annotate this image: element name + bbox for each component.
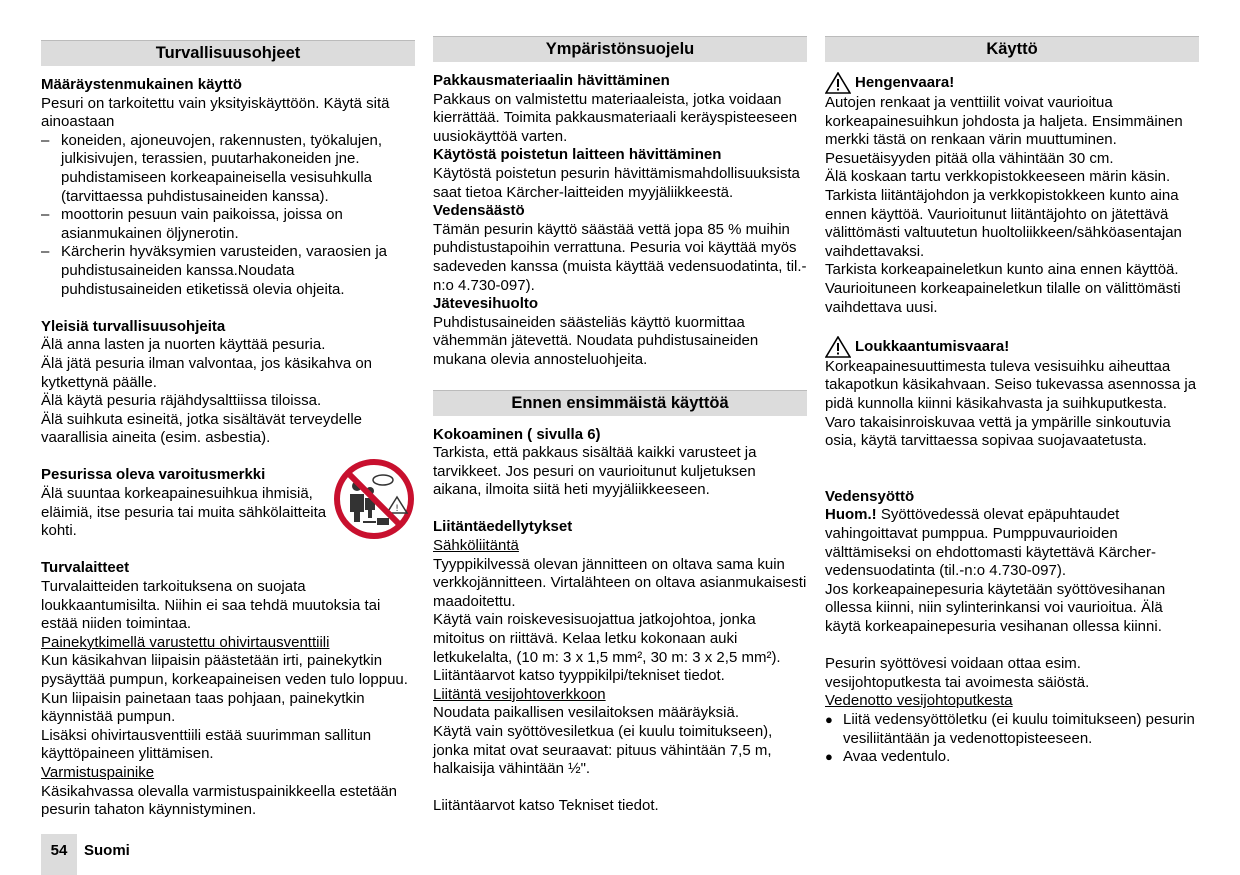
paragraph: Käytä vain roiskevesisuojattua jatkojohtoa, jonka mitoitus on riittävä. Kelaa letku kokonaan auki letkukelalta, (10 m: 3 x 1,5 mm², 30 m: 3 x 2,5 mm²). (433, 611, 781, 666)
warning-triangle-icon (825, 336, 851, 358)
paragraph: Tarkista korkeapaineletkun kunto aina ennen käyttöä. Vaurioituneen korkeapaineletkun tilalle on välittömästi vaihdettava uusi. (825, 261, 1181, 316)
paragraph: Tarkista liitäntäjohdon ja verkkopistokkeen kunto aina ennen käyttöä. Vaurioitunut liitäntäjohto on jätettävä välittömästi valtuutetun huoltoliikkeen/sähköasentajan vaihdettavaksi. (825, 186, 1182, 260)
danger-heading (825, 72, 1199, 94)
svg-text:!: ! (395, 504, 399, 515)
paragraph: Älä anna lasten ja nuorten käyttää pesuria. (41, 336, 326, 354)
paragraph: Autojen renkaat ja venttiilit voivat vaurioitua korkeapainesuihkun johdosta ja haljeta. Ensimmäinen merkki tästä on renkaan värin muuttuminen. Pesuetäisyyden pitää olla vähintään 30 cm. (825, 94, 1183, 167)
paragraph: Lisäksi ohivirtausventtiili estää suurimman sallitun käyttöpaineen ylittämisen. (41, 726, 372, 763)
section-header-before-first-use: Ennen ensimmäistä käyttöä (433, 390, 807, 416)
note-text: Syöttövedessä olevat epäpuhtaudet vahingoittavat pumppua. Pumppuvaurioiden välttämiseksi on ehdottomasti käytettävä Kärcher-vedensuodatinta (til.-n:o 4.730-097). (825, 506, 1156, 580)
list-item: – Kärcherin hyväksymien varusteiden, varaosien ja puhdistusaineiden kanssa.Noudata puhdistusaineiden etiketissä olevia ohjeita. (41, 243, 415, 299)
warning-triangle-icon (825, 72, 851, 94)
page-footer (41, 834, 161, 875)
list-item: ● Liitä vedensyöttöletku (ei kuulu toimitukseen) pesurin vesiliitäntään ja vedenottopisteeseen. (825, 711, 1199, 748)
subheading: Sähköliitäntä (433, 537, 519, 555)
paragraph (825, 506, 1199, 580)
injury-heading (825, 336, 1199, 358)
subheading: Liitäntä vesijohtoverkkoon (433, 685, 606, 703)
paragraph: Turvalaitteiden tarkoituksena on suojata loukkaantumisilta. Niihin ei saa tehdä muutoksia tai estää niiden toimintaa. (41, 578, 381, 633)
paragraph: Pesurin syöttövesi voidaan ottaa esim. vesijohtoputkesta tai avoimesta säiöstä. (825, 655, 1090, 691)
paragraph: Pakkaus on valmistettu materiaaleista, jotka voidaan kierrättää. Toimita pakkausmateriaali keräyspisteeseen uusiokäyttöä varten. (433, 90, 798, 145)
section-header-environment: Ympäristönsuojelu (433, 36, 807, 62)
list-item: – koneiden, ajoneuvojen, rakennusten, työkalujen, julkisivujen, terassien, puutarhakoneiden jne. puhdistamiseen korkeapaineisella vesisuhkulla (tarvittaessa puhdistusaineiden kanssa). (41, 132, 415, 206)
paragraph: Puhdistusaineiden säästeliäs käyttö kuormittaa vähemmän jätevettä. Noudata puhdistusaineiden mukana olevia annosteluohjeita. (433, 313, 759, 368)
intended-use-list (41, 132, 415, 299)
note-label: Huom.! (825, 506, 877, 524)
injury-label: Loukkaantumisvaara! (855, 337, 1010, 355)
heading-general-safety: Yleisiä turvallisuusohjeita (41, 317, 226, 335)
paragraph: Tarkista, että pakkaus sisältää kaikki varusteet ja tarvikkeet. Jos pesuri on vaurioitunut kuljetuksen aikana, ilmoita siitä heti myyjäliikkeeseen. (433, 444, 757, 499)
page-number: 54 (41, 834, 77, 875)
paragraph: Älä koskaan tartu verkkopistokkeeseen märin käsin. (825, 168, 1171, 186)
paragraph: Pesuri on tarkoitettu vain yksityiskäyttöön. Käytä sitä ainoastaan (41, 94, 390, 131)
heading: Liitäntäedellytykset (433, 518, 573, 536)
heading: Käytöstä poistetun laitteen hävittäminen (433, 146, 722, 164)
column-operation (825, 40, 1199, 767)
paragraph: Kun käsikahvan liipaisin päästetään irti, painekytkin pysäyttää pumpun, korkeapaineisen veden tulo loppuu. Kun liipaisin painetaan taas pohjaan, painekytkin käynnistää pumpun. (41, 652, 408, 726)
danger-label: Hengenvaara! (855, 74, 955, 91)
paragraph: Jos korkeapainepesuria käytetään syöttövesihanan ollessa kiinni, niin sylinterinkansi voi vaurioitua. Älä käytä korkeapainepesuria vesihanan ollessa kiinni. (825, 580, 1166, 636)
list-item: ● Avaa vedentulo. (825, 748, 1199, 767)
language-label: Suomi (84, 842, 130, 859)
paragraph: Älä suuntaa korkeapainesuihkua ihmisiä, eläimiä, itse pesuria tai muita sähkölaitteita kohti. (41, 485, 327, 540)
warning-sign-block (41, 466, 415, 540)
paragraph: Käytä vain syöttövesiletkua (ei kuulu toimitukseen), jonka mitat ovat seuraavat: pituus vähintään 7,5 m, halkaisija vähintään ½". (433, 723, 773, 778)
heading: Jätevesihuolto (433, 295, 539, 313)
paragraph: Noudata paikallisen vesilaitoksen määräyksiä. (433, 704, 739, 722)
no-spray-warning-icon (333, 458, 415, 540)
heading-intended-use: Määräystenmukainen käyttö (41, 76, 242, 93)
paragraph: Tyyppikilvessä olevan jännitteen on oltava sama kuin verkkojännitteen. Virtalähteen on oltava asianmukaisesti maadoitettu. (433, 555, 807, 610)
subheading: Painekytkimellä varustettu ohivirtausventtiili (41, 633, 330, 651)
paragraph: Käsikahvassa olevalla varmistuspainikkeella estetään pesurin tahaton käynnistyminen. (41, 782, 398, 819)
heading: Vedensäästö (433, 202, 525, 220)
heading-safety-devices: Turvalaitteet (41, 559, 130, 577)
paragraph: Käytöstä poistetun pesurin hävittämismahdollisuuksista saat tietoa Kärcher-laitteiden myyjäliikkeestä. (433, 164, 800, 201)
paragraph: Tämän pesurin käyttö säästää vettä jopa 85 % muihin puhdistustapoihin verrattuna. Pesuria voi käyttää myös sadeveden kanssa (muista käyttää vedensuodatinta, til.-n:o 4.730-097). (433, 220, 807, 294)
paragraph: Liitäntäarvot katso Tekniset tiedot. (433, 797, 659, 815)
list-item: – moottorin pesuun vain paikoissa, joissa on asianmukainen öljynerotin. (41, 206, 415, 243)
paragraph: Älä suihkuta esineitä, jotka sisältävät terveydelle vaarallisia aineita (esim. asbestia). (41, 410, 363, 447)
paragraph: Älä jätä pesuria ilman valvontaa, jos käsikahva on kytkettynä päälle. (41, 354, 373, 391)
section-header-operation: Käyttö (825, 36, 1199, 62)
heading-water-supply: Vedensyöttö (825, 487, 915, 505)
section-header-safety: Turvallisuusohjeet (41, 40, 415, 66)
subheading: Varmistuspainike (41, 763, 155, 781)
heading: Pakkausmateriaalin hävittäminen (433, 72, 670, 89)
paragraph: Varo takaisinroiskuvaa vettä ja ympärille sinkoutuvia osia, käytä tarvittaessa sopivaa suojavaatetusta. (825, 413, 1171, 450)
heading: Kokoaminen ( sivulla 6) (433, 425, 601, 443)
subheading: Vedenotto vesijohtoputkesta (825, 692, 1013, 710)
paragraph: Korkeapainesuuttimesta tuleva vesisuihku aiheuttaa takapotkun käsikahvaan. Seiso tukevassa asennossa ja pidä kunnolla kiinni käsikahvasta ja suihkuputkesta. (825, 357, 1197, 412)
paragraph: Älä käytä pesuria räjähdysalttiissa tiloissa. (41, 392, 322, 410)
paragraph: Liitäntäarvot katso tyyppikilpi/tekniset tiedot. (433, 667, 725, 685)
water-supply-steps (825, 711, 1199, 767)
column-safety (41, 40, 415, 820)
heading-warning-sign: Pesurissa oleva varoitusmerkki (41, 466, 266, 484)
column-environment (433, 40, 807, 816)
